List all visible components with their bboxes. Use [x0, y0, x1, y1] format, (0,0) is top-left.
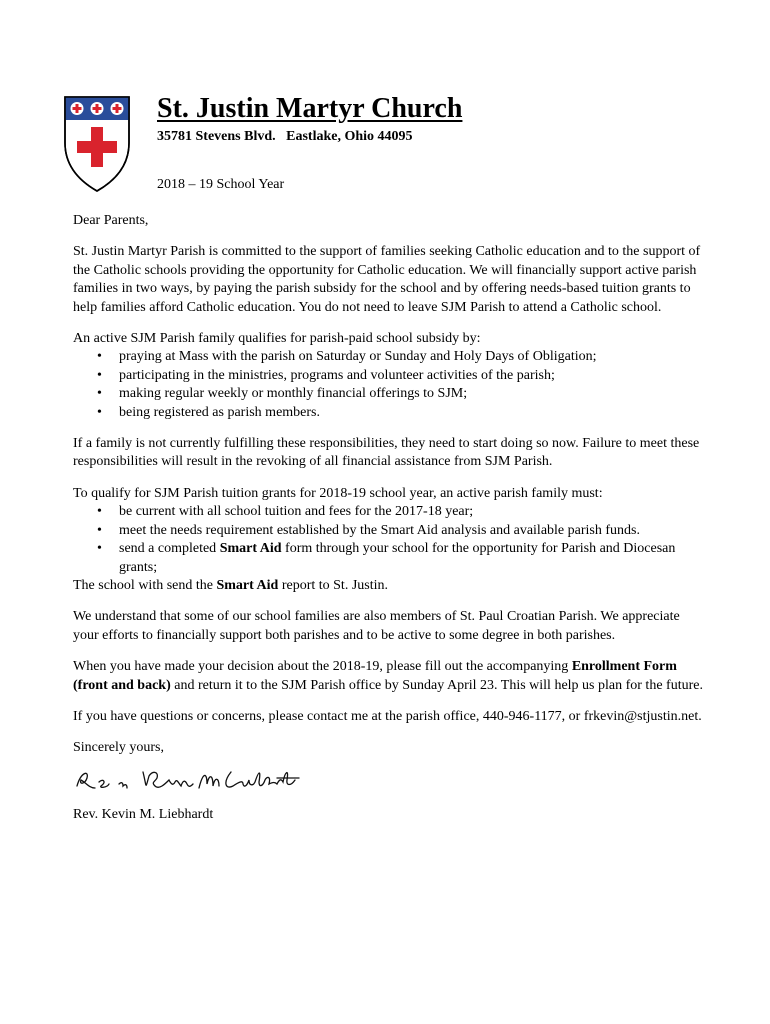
- salutation: Dear Parents,: [73, 213, 149, 228]
- bullet-icon: •: [97, 367, 102, 383]
- grants-list: [73, 503, 703, 577]
- closing: Sincerely yours,: [73, 740, 164, 756]
- bullet-icon: •: [97, 404, 102, 420]
- subsidy-list: [73, 348, 703, 422]
- signature-icon: [73, 766, 303, 794]
- letter-body: [73, 212, 703, 824]
- school-year: 2018 – 19 School Year: [157, 177, 285, 192]
- paragraph-failure: If a family is not currently fulfilling these responsibilities, they need to start doing so now. Failure to meet these responsibilities will result in the revoking of all financial assistance from SJM Parish.: [73, 436, 700, 470]
- list-item: • being registered as parish members.: [119, 404, 703, 422]
- paragraph-st-paul: We understand that some of our school families are also members of St. Paul Croatian Parish. We appreciate your efforts to financially support both parishes and to be active to some degree in both parishes.: [73, 609, 680, 643]
- paragraph-commitment: St. Justin Martyr Parish is committed to the support of families seeking Catholic education and to the support of the Catholic schools providing the opportunity for Catholic education. We will financially support active parish families in two ways, by paying the parish subsidy for the school and by offering needs-based tuition grants to help families afford Catholic education. You do not need to leave SJM Parish to attend a Catholic school.: [73, 244, 701, 315]
- bullet-icon: •: [97, 522, 102, 538]
- list-item: • be current with all school tuition and fees for the 2017-18 year;: [119, 503, 703, 521]
- bullet-icon: •: [97, 504, 102, 520]
- list-item: • praying at Mass with the parish on Saturday or Sunday and Holy Days of Obligation;: [119, 348, 703, 366]
- list-item: • send a completed Smart Aid form through your school for the opportunity for Parish and Diocesan grants;: [97, 541, 676, 575]
- list-item: • participating in the ministries, programs and volunteer activities of the parish;: [119, 367, 703, 385]
- grants-intro: To qualify for SJM Parish tuition grants for 2018-19 school year, an active parish family must:: [73, 485, 603, 501]
- church-crest-icon: [63, 95, 131, 193]
- handwritten-signature: [73, 766, 703, 794]
- signer-name: Rev. Kevin M. Liebhardt: [73, 806, 214, 822]
- paragraph-enrollment: When you have made your decision about the 2018-19, please fill out the accompanying Enrollment Form (front and back) and return it to the SJM Parish office by Sunday April 23. This will help us plan for the future.: [73, 659, 703, 693]
- church-address: 35781 Stevens Blvd. Eastlake, Ohio 44095: [157, 129, 413, 144]
- list-item: • making regular weekly or monthly financial offerings to SJM;: [119, 385, 703, 403]
- list-item: • meet the needs requirement established by the Smart Aid analysis and available parish funds.: [119, 522, 703, 540]
- church-name-heading: St. Justin Martyr Church: [157, 93, 463, 124]
- bullet-icon: •: [97, 386, 102, 402]
- subsidy-intro: An active SJM Parish family qualifies for parish-paid school subsidy by:: [73, 331, 481, 347]
- bullet-icon: •: [97, 541, 102, 557]
- paragraph-contact: If you have questions or concerns, please contact me at the parish office, 440-946-1177, or frkevin@stjustin.net.: [73, 708, 702, 724]
- bullet-icon: •: [97, 349, 102, 365]
- smart-aid-note: The school with send the Smart Aid report to St. Justin.: [73, 577, 388, 593]
